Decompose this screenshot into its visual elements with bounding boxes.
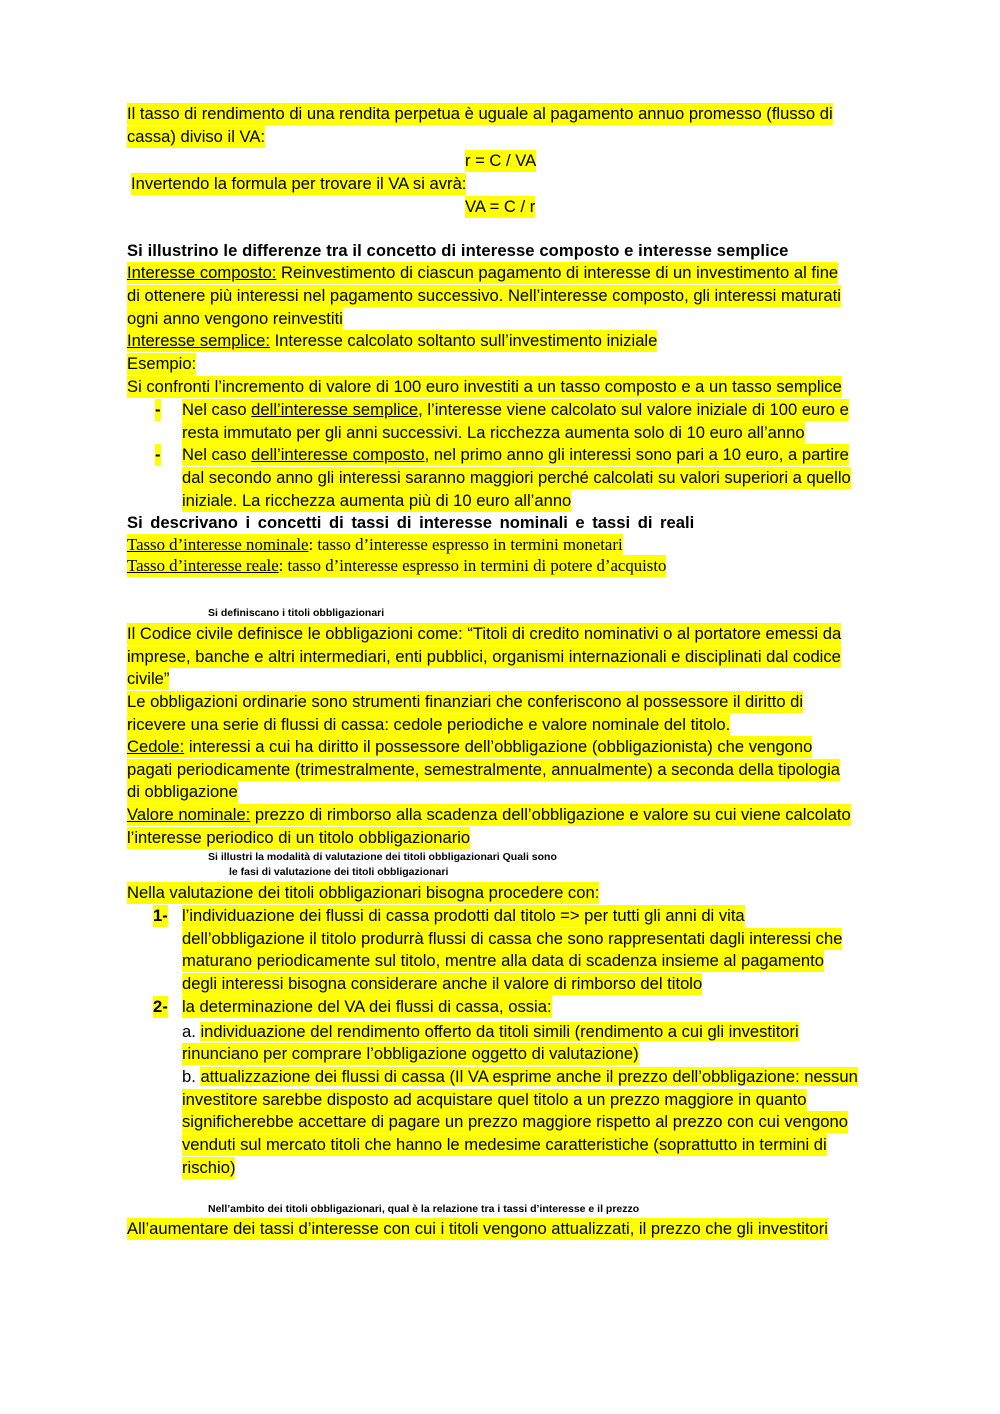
- list-number: 1-: [153, 906, 168, 925]
- text-line: Tasso d’interesse reale: tasso d’interesse espresso in termini di potere d’acquisto: [127, 556, 667, 575]
- section-heading: le fasi di valutazione dei titoli obbligazionari: [229, 866, 449, 878]
- text-line: All’aumentare dei tassi d’interesse con cui i titoli vengono attualizzati, il prezzo che gli investitori: [127, 1219, 828, 1238]
- text-line: dell’obbligazione il titolo produrrà flussi di cassa che sono rappresentati dagli interessi che: [182, 929, 843, 948]
- sub-list-item: b. attualizzazione dei flussi di cassa (Il VA esprime anche il prezzo dell’obbligazione: nessun: [182, 1067, 858, 1086]
- text-line: investitore sarebbe disposto ad acquistare quel titolo a un prezzo maggiore in quanto: [182, 1090, 807, 1109]
- list-item: l’individuazione dei flussi di cassa prodotti dal titolo => per tutti gli anni di vita: [182, 906, 745, 925]
- text-line: Invertendo la formula per trovare il VA si avrà:: [131, 174, 467, 193]
- text-line: resta immutato per gli anni successivi. La ricchezza aumenta solo di 10 euro all’anno: [182, 423, 805, 442]
- text-line: Nella valutazione dei titoli obbligazionari bisogna procedere con:: [127, 883, 600, 902]
- text-line: Esempio:: [127, 354, 197, 373]
- list-number: 2-: [153, 997, 168, 1016]
- text-line: iniziale. La ricchezza aumenta più di 10 euro all’anno: [182, 491, 572, 510]
- text-line: Tasso d’interesse nominale: tasso d’interesse espresso in termini monetari: [127, 535, 623, 554]
- text-line: significherebbe accettare di pagare un prezzo maggiore rispetto al prezzo con cui vengono: [182, 1112, 848, 1131]
- term: Interesse semplice:: [127, 331, 270, 350]
- formula: VA = C / r: [465, 197, 536, 216]
- section-heading: Si illustrino le differenze tra il concetto di interesse composto e interesse semplice: [127, 241, 789, 260]
- bullet-marker: -: [155, 445, 161, 464]
- list-item: Nel caso dell’interesse semplice, l’interesse viene calcolato sul valore iniziale di 100 euro e: [182, 400, 849, 419]
- text-line: l’interesse periodico di un titolo obbligazionario: [127, 828, 471, 847]
- text-line: Il tasso di rendimento di una rendita perpetua è uguale al pagamento annuo promesso (flusso di: [127, 104, 833, 123]
- text-line: pagati periodicamente (trimestralmente, semestralmente, annualmente) a seconda della tipologia: [127, 760, 840, 779]
- term: Valore nominale:: [127, 805, 251, 824]
- section-heading: Si definiscano i titoli obbligazionari: [208, 607, 385, 619]
- text-line: venduti sul mercato titoli che hanno le medesime caratteristiche (soprattutto in termini di: [182, 1135, 827, 1154]
- text-line: Le obbligazioni ordinarie sono strumenti finanziari che conferiscono al possessore il diritto di: [127, 692, 804, 711]
- term: dell’interesse composto: [251, 445, 425, 464]
- list-item: Nel caso dell’interesse composto, nel primo anno gli interessi sono pari a 10 euro, a partire: [182, 445, 849, 464]
- text-line: Interesse composto: Reinvestimento di ciascun pagamento di interesse di un investimento al fine: [127, 263, 839, 282]
- text-line: cassa) diviso il VA:: [127, 127, 266, 146]
- formula: r = C / VA: [465, 151, 537, 170]
- text-line: di obbligazione: [127, 782, 238, 801]
- term: Cedole:: [127, 737, 185, 756]
- list-item: la determinazione del VA dei flussi di cassa, ossia:: [182, 997, 552, 1016]
- text-line: degli interessi bisogna considerare anche il valore di rimborso del titolo: [182, 974, 703, 993]
- term: Tasso d’interesse nominale: [127, 535, 309, 554]
- bullet-marker: -: [155, 400, 161, 419]
- section-heading: Nell’ambito dei titoli obbligazionari, qual è la relazione tra i tassi d’interesse e il prezzo: [208, 1203, 640, 1215]
- term: Tasso d’interesse reale: [127, 556, 279, 575]
- text-line: imprese, banche e altri intermediari, enti pubblici, organismi internazionali e disciplinati dal codice: [127, 647, 841, 666]
- text-line: Valore nominale: prezzo di rimborso alla scadenza dell’obbligazione e valore su cui viene calcolato: [127, 805, 851, 824]
- text-line: maturano periodicamente sul titolo, mentre alla data di scadenza insieme al pagamento: [182, 951, 824, 970]
- text-line: dal secondo anno gli interessi saranno maggiori perché calcolati su valori superiori a quello: [182, 468, 851, 487]
- term: dell’interesse semplice: [251, 400, 419, 419]
- section-heading: Si descrivano i concetti di tassi di interesse nominali e tassi di reali: [127, 513, 695, 532]
- text-line: Il Codice civile definisce le obbligazioni come: “Titoli di credito nominativi o al portatore emessi da: [127, 624, 842, 643]
- text-line: rinunciano per comprare l’obbligazione oggetto di valutazione): [182, 1044, 639, 1063]
- text-line: di ottenere più interessi nel pagamento successivo. Nell’interesse composto, gli interessi maturati: [127, 286, 841, 305]
- text-line: ogni anno vengono reinvestiti: [127, 309, 343, 328]
- text-line: Si confronti l’incremento di valore di 100 euro investiti a un tasso composto e a un tasso semplice: [127, 377, 842, 396]
- text-line: rischio): [182, 1158, 236, 1177]
- section-heading: Si illustri la modalità di valutazione dei titoli obbligazionari Quali sono: [208, 851, 557, 863]
- text-line: ricevere una serie di flussi di cassa: cedole periodiche e valore nominale del titolo.: [127, 715, 731, 734]
- text-line: civile”: [127, 669, 170, 688]
- text-line: Interesse semplice: Interesse calcolato soltanto sull’investimento iniziale: [127, 331, 658, 350]
- text-line: Cedole: interessi a cui ha diritto il possessore dell’obbligazione (obbligazionista) che vengono: [127, 737, 813, 756]
- sub-list-item: a. individuazione del rendimento offerto da titoli simili (rendimento a cui gli investitori: [182, 1022, 799, 1041]
- term: Interesse composto:: [127, 263, 277, 282]
